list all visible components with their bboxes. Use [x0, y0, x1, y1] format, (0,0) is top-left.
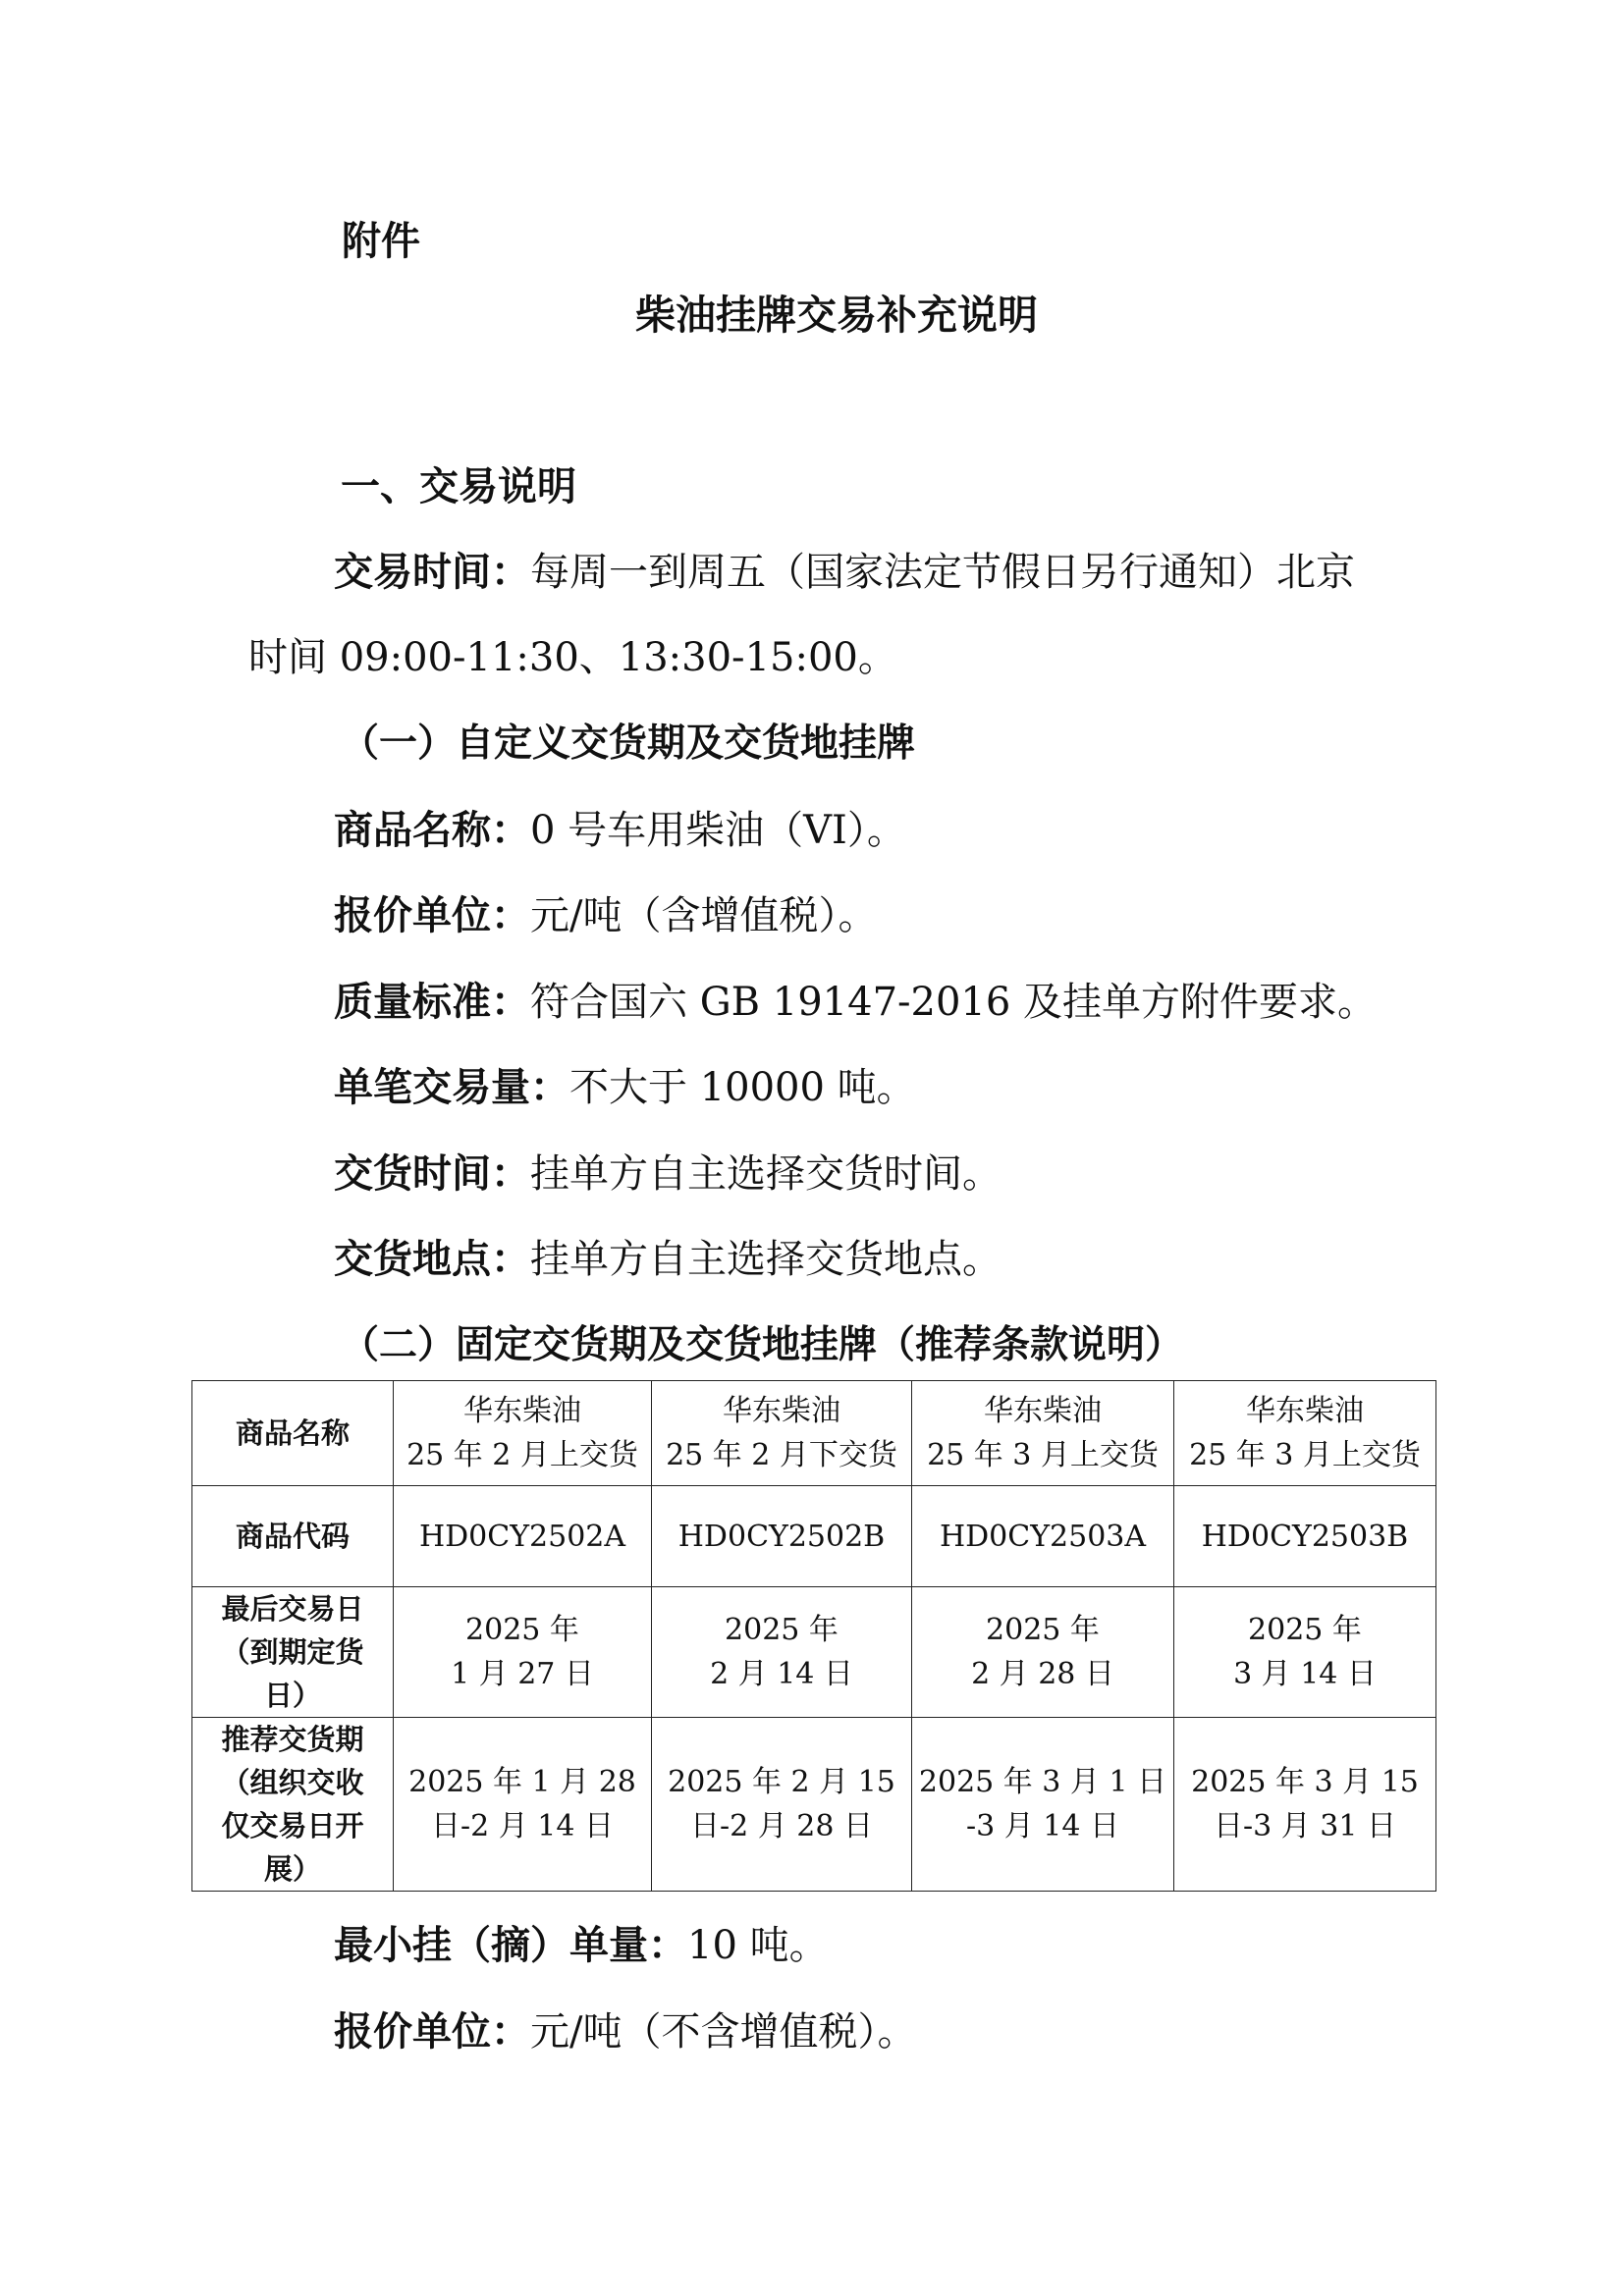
spec-item-price-unit-ex-tax — [334, 2008, 916, 2056]
spec-item-value: 挂单方自主选择交货时间。 — [530, 1151, 1001, 1197]
table-cell: 2025 年 2 月 28 日 — [912, 1587, 1174, 1718]
spec-item-label: 质量标准： — [334, 980, 530, 1025]
spec-item-label: 报价单位： — [334, 2009, 530, 2055]
spec-item-quality-standard — [334, 979, 1377, 1026]
section-heading-trade: 一、交易说明 — [341, 464, 576, 509]
table-cell: 2025 年 1 月 27 日 — [394, 1587, 652, 1718]
spec-item-price-unit — [334, 892, 877, 939]
row-header-last-trade-day: 最后交易日 （到期定货 日） — [192, 1587, 394, 1718]
spec-item-label: 交货地点： — [334, 1237, 530, 1282]
table-cell: 华东柴油 25 年 2 月上交货 — [394, 1381, 652, 1486]
table-cell: HD0CY2502A — [394, 1486, 652, 1587]
table-row-last-trade-day — [192, 1587, 1436, 1718]
row-header-product-name: 商品名称 — [192, 1381, 394, 1486]
table-cell: HD0CY2503B — [1174, 1486, 1436, 1587]
spec-item-value: 元/吨（含增值税）。 — [530, 893, 878, 938]
table-cell: 华东柴油 25 年 3 月上交货 — [912, 1381, 1174, 1486]
table-cell: 2025 年 2 月 15 日-2 月 28 日 — [652, 1718, 912, 1892]
spec-item-single-volume — [334, 1064, 916, 1111]
spec-item-value: 挂单方自主选择交货地点。 — [530, 1237, 1001, 1282]
trade-time-line1 — [334, 549, 1355, 596]
table-cell: 2025 年 2 月 14 日 — [652, 1587, 912, 1718]
page-title: 柴油挂牌交易补充说明 — [635, 292, 1038, 339]
spec-item-label: 交货时间： — [334, 1151, 530, 1197]
subsection-heading-custom: （一）自定义交货期及交货地挂牌 — [341, 721, 916, 766]
table-cell: HD0CY2502B — [652, 1486, 912, 1587]
spec-item-label: 最小挂（摘）单量： — [334, 1923, 687, 1968]
spec-item-label: 报价单位： — [334, 893, 530, 938]
row-header-recommended-delivery: 推荐交货期 （组织交收 仅交易日开 展） — [192, 1718, 394, 1892]
row-header-product-code: 商品代码 — [192, 1486, 394, 1587]
spec-item-value: 0 号车用柴油（VI）。 — [530, 808, 906, 853]
table-row-product-code — [192, 1486, 1436, 1587]
trade-time-value: 每周一到周五（国家法定节假日另行通知）北京 — [530, 550, 1355, 595]
spec-item-value: 元/吨（不含增值税）。 — [530, 2009, 917, 2055]
spec-item-value: 10 吨。 — [687, 1923, 829, 1968]
spec-item-label: 商品名称： — [334, 808, 530, 853]
spec-item-value: 符合国六 GB 19147-2016 及挂单方附件要求。 — [530, 980, 1378, 1025]
trade-time-line2: 时间 09:00-11:30、13:30-15:00。 — [248, 635, 897, 680]
spec-item-min-order — [334, 1922, 829, 1969]
table-cell: HD0CY2503A — [912, 1486, 1174, 1587]
table-row-recommended-delivery — [192, 1718, 1436, 1892]
spec-item-label: 单笔交易量： — [334, 1065, 569, 1110]
table-cell: 2025 年 3 月 1 日 -3 月 14 日 — [912, 1718, 1174, 1892]
table-cell: 2025 年 1 月 28 日-2 月 14 日 — [394, 1718, 652, 1892]
table-row-product-name — [192, 1381, 1436, 1486]
table-cell: 2025 年 3 月 15 日-3 月 31 日 — [1174, 1718, 1436, 1892]
table-cell: 2025 年 3 月 14 日 — [1174, 1587, 1436, 1718]
spec-item-delivery-place — [334, 1236, 1001, 1283]
spec-item-value: 不大于 10000 吨。 — [569, 1065, 916, 1110]
trade-time-label: 交易时间： — [334, 550, 530, 595]
attachment-label: 附件 — [342, 219, 420, 264]
table-cell: 华东柴油 25 年 3 月上交货 — [1174, 1381, 1436, 1486]
spec-item-product-name — [334, 807, 906, 854]
contract-table — [191, 1380, 1436, 1892]
spec-item-delivery-time — [334, 1150, 1001, 1198]
subsection-heading-fixed: （二）固定交货期及交货地挂牌（推荐条款说明） — [341, 1323, 1184, 1367]
table-cell: 华东柴油 25 年 2 月下交货 — [652, 1381, 912, 1486]
